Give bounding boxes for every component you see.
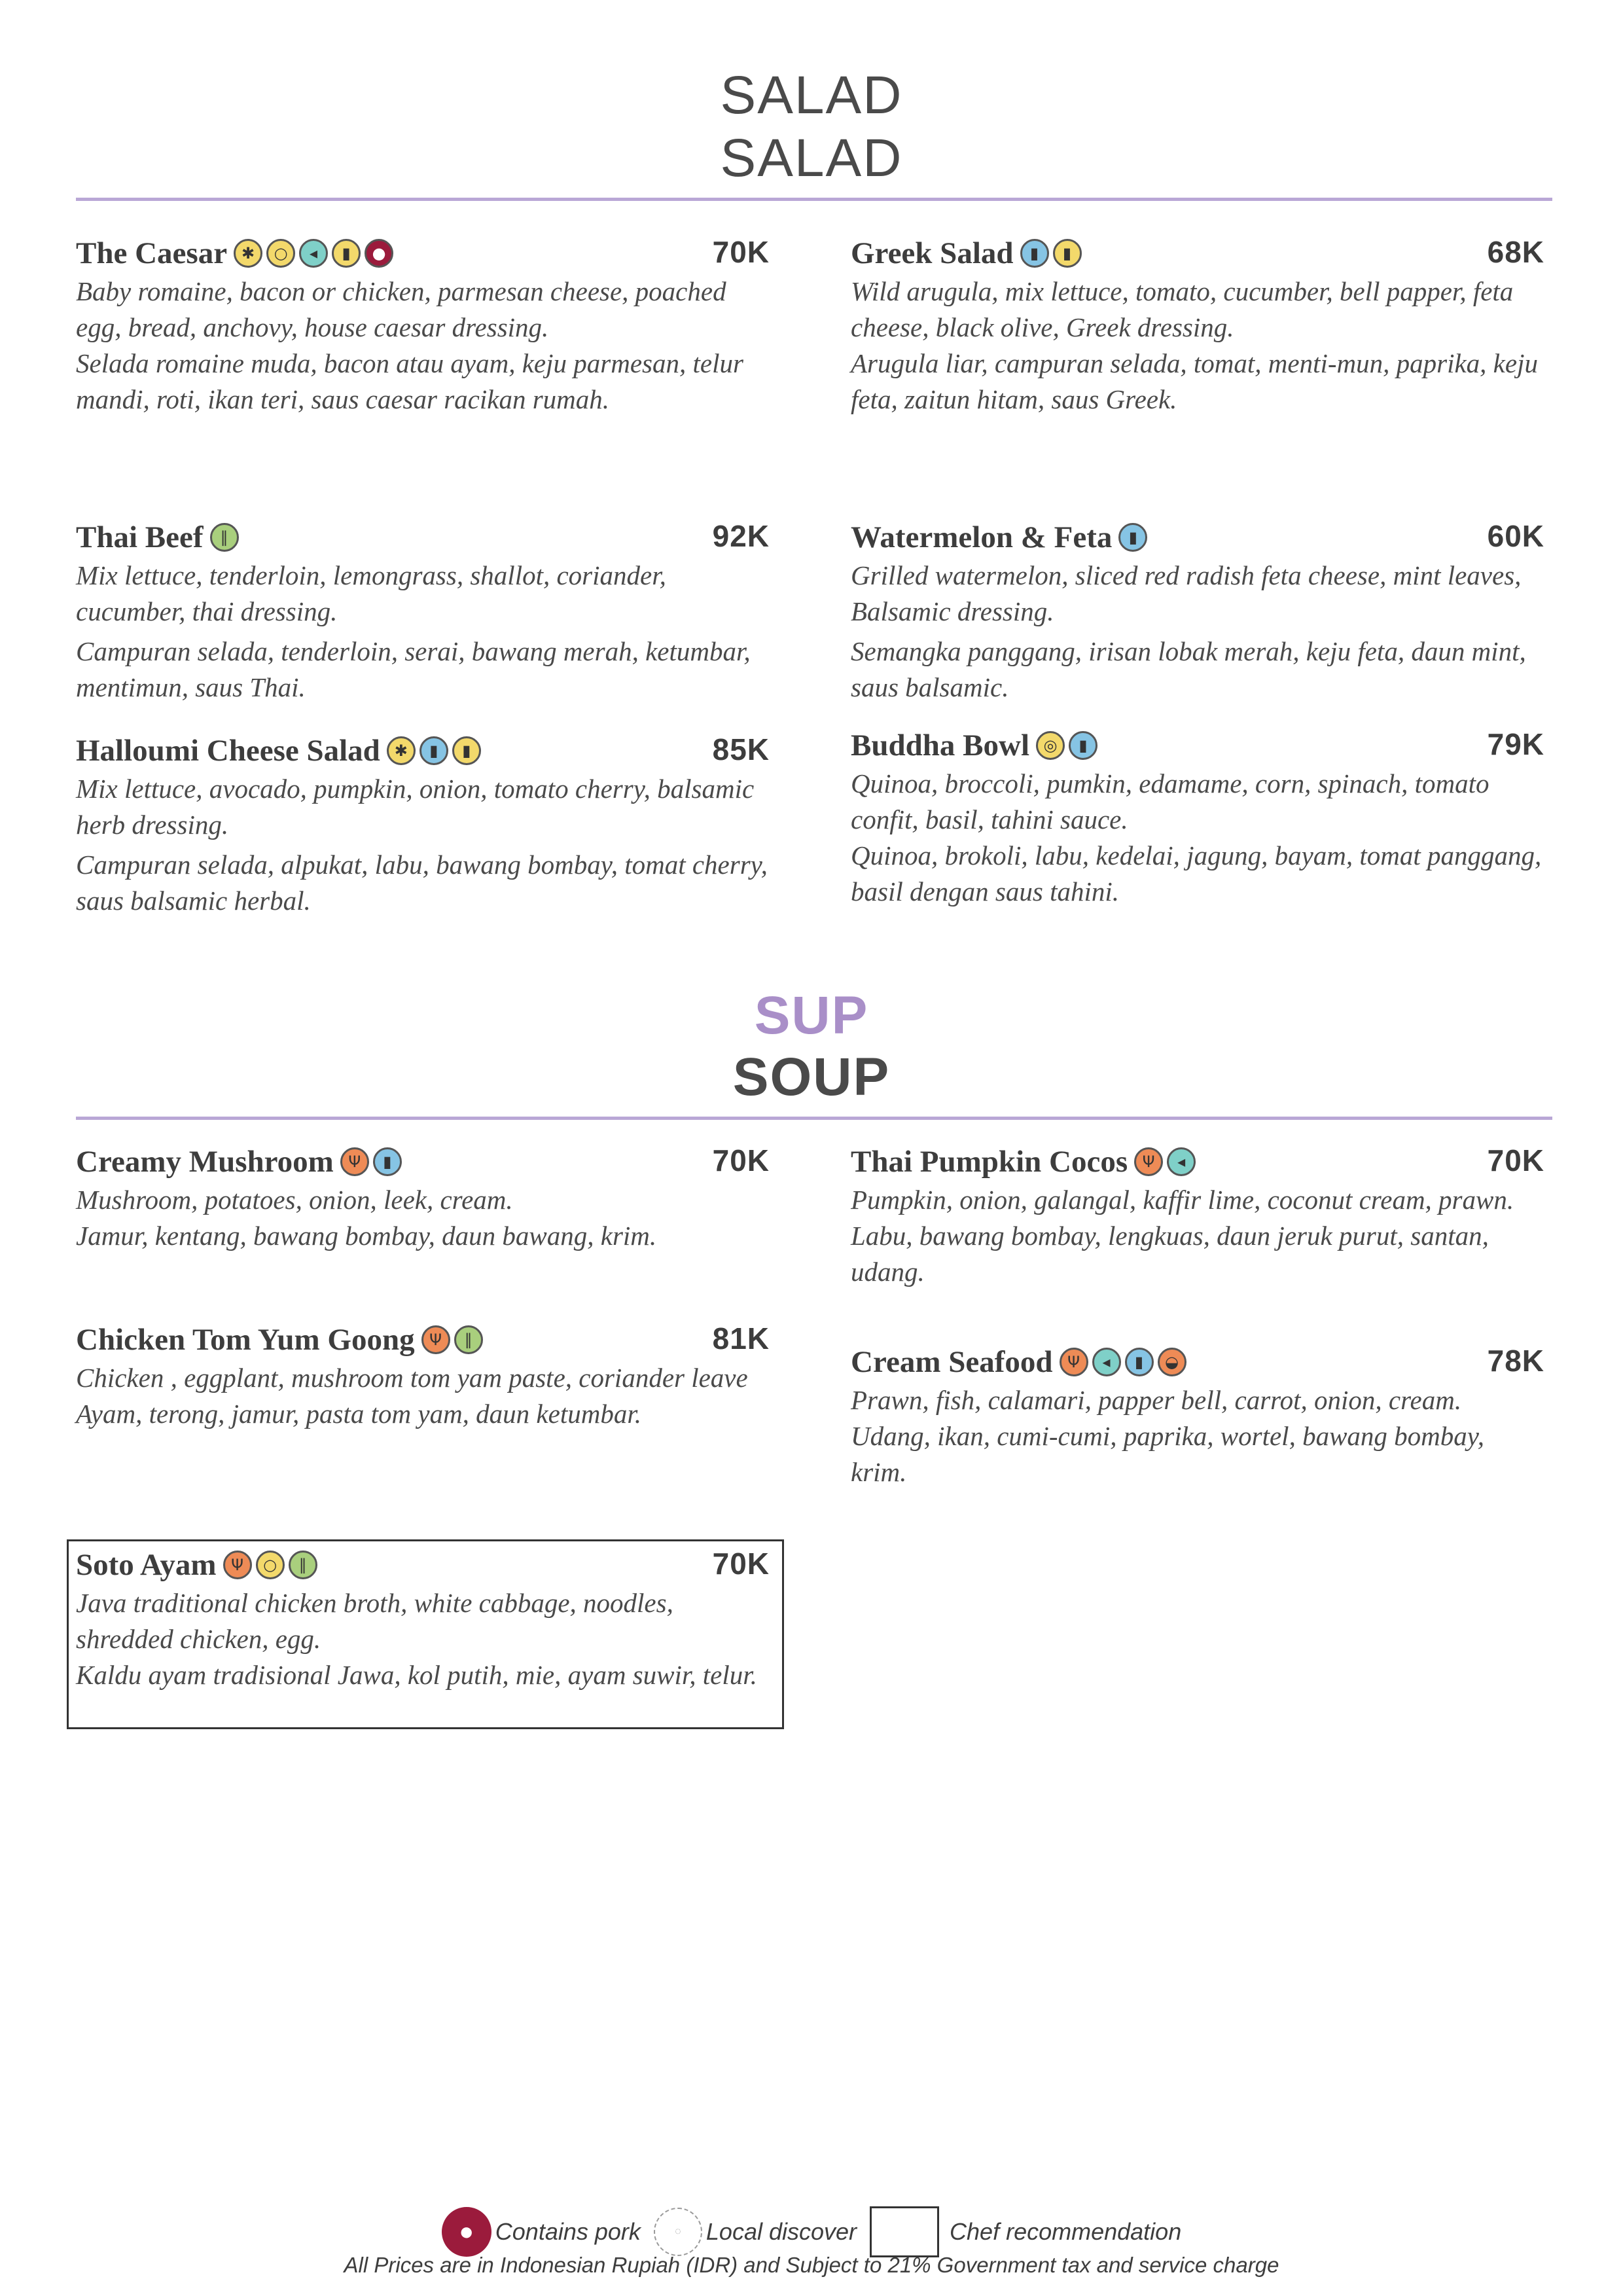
local-discover-icon: ◌ xyxy=(654,2208,702,2256)
milk-icon: ▮ xyxy=(452,736,481,765)
item-price: 70K xyxy=(712,1143,770,1177)
item-desc-id: Jamur, kentang, bawang bombay, daun bawang, krim. xyxy=(76,1221,657,1251)
item-desc-id: Selada romaine muda, bacon atau ayam, keju parmesan, telur mandi, roti, ikan teri, saus caesar racikan rumah. xyxy=(76,348,743,414)
item-price: 70K xyxy=(712,1547,770,1581)
legend-local-label: Local discover xyxy=(705,2218,857,2245)
item-price: 70K xyxy=(1487,1143,1544,1177)
item-desc-id: Labu, bawang bombay, lengkuas, daun jeruk purut, santan, udang. xyxy=(851,1221,1489,1287)
menu-item-thai-pumpkin-cocos xyxy=(851,1141,1544,1290)
item-desc-id: Kaldu ayam tradisional Jawa, kol putih, mie, ayam suwir, telur. xyxy=(76,1660,757,1690)
soup-divider xyxy=(76,1117,1552,1120)
item-desc-id: Campuran selada, alpukat, labu, bawang bombay, tomat cherry, saus balsamic herbal. xyxy=(76,850,768,916)
item-desc-en: Mix lettuce, avocado, pumpkin, onion, tomato cherry, balsamic herb dressing. xyxy=(76,774,755,840)
milk-icon: ▮ xyxy=(419,736,448,765)
item-desc-id: Arugula liar, campuran selada, tomat, menti-mun, paprika, keju feta, zaitun hitam, saus Greek. xyxy=(851,348,1538,414)
item-desc-id: Ayam, terong, jamur, pasta tom yam, daun ketumbar. xyxy=(76,1399,641,1429)
item-name: Creamy Mushroom xyxy=(76,1145,334,1179)
pork-icon: ● xyxy=(442,2207,491,2257)
fish-icon: ◂ xyxy=(1167,1147,1196,1176)
item-price: 68K xyxy=(1487,235,1544,269)
chef-recommendation-legend-box xyxy=(870,2206,939,2257)
menu-item-watermelon-feta xyxy=(851,517,1544,706)
menu-item-greek-salad xyxy=(851,233,1544,418)
menu-item-cream-seafood xyxy=(851,1342,1544,1490)
soup-title-local: SUP xyxy=(754,986,869,1045)
legend xyxy=(0,2204,1623,2259)
item-name: Chicken Tom Yum Goong xyxy=(76,1323,415,1357)
item-desc-en: Grilled watermelon, sliced red radish feta cheese, mint leaves, Balsamic dressing. xyxy=(851,560,1522,626)
item-name: Thai Beef xyxy=(76,520,204,554)
menu-item-thai-beef xyxy=(76,517,770,706)
item-desc-en: Wild arugula, mix lettuce, tomato, cucumber, bell papper, feta cheese, black olive, Greek dressing. xyxy=(851,276,1514,342)
item-desc-en: Prawn, fish, calamari, papper bell, carrot, onion, cream. xyxy=(851,1385,1462,1415)
menu-item-buddha-bowl xyxy=(851,725,1544,910)
pork-icon: ● xyxy=(365,239,393,268)
item-price: 79K xyxy=(1487,727,1544,761)
menu-item-the-caesar xyxy=(76,233,770,418)
legend-pork-label: Contains pork xyxy=(495,2218,641,2245)
crustacean-icon: Ψ xyxy=(1060,1348,1088,1376)
item-name: Soto Ayam xyxy=(76,1548,217,1582)
item-price: 85K xyxy=(712,732,770,766)
item-name: Halloumi Cheese Salad xyxy=(76,734,380,768)
item-name: The Caesar xyxy=(76,236,228,270)
item-desc-id: Udang, ikan, cumi-cumi, paprika, wortel, bawang bombay, krim. xyxy=(851,1421,1484,1487)
item-desc-id: Quinoa, brokoli, labu, kedelai, jagung, bayam, tomat panggang, basil dengan saus tahini. xyxy=(851,840,1542,906)
legend-chef-label: Chef recommendation xyxy=(950,2218,1182,2245)
item-price: 78K xyxy=(1487,1344,1544,1378)
item-price: 60K xyxy=(1487,519,1544,553)
crustacean-icon: Ψ xyxy=(223,1551,252,1579)
egg-icon: ○ xyxy=(256,1551,285,1579)
item-desc-en: Pumpkin, onion, galangal, kaffir lime, coconut cream, prawn. xyxy=(851,1185,1514,1215)
item-desc-en: Quinoa, broccoli, pumkin, edamame, corn, spinach, tomato confit, basil, tahini sauce. xyxy=(851,768,1489,834)
item-desc-id: Semangka panggang, irisan lobak merah, keju feta, daun mint, saus balsamic. xyxy=(851,636,1526,702)
menu-item-halloumi-cheese-salad xyxy=(76,730,770,919)
item-price: 81K xyxy=(712,1321,770,1355)
menu-item-creamy-mushroom xyxy=(76,1141,770,1254)
milk-icon: ▮ xyxy=(1069,731,1097,760)
item-name: Buddha Bowl xyxy=(851,728,1030,762)
milk-icon: ▮ xyxy=(332,239,361,268)
item-desc-en: Java traditional chicken broth, white cabbage, noodles, shredded chicken, egg. xyxy=(76,1588,673,1654)
item-name: Watermelon & Feta xyxy=(851,520,1113,554)
item-name: Greek Salad xyxy=(851,236,1014,270)
price-note: All Prices are in Indonesian Rupiah (IDR) and Subject to 21% Government tax and service charge xyxy=(344,2253,1279,2277)
milk-icon: ▮ xyxy=(1020,239,1049,268)
milk-icon: ▮ xyxy=(373,1147,402,1176)
item-price: 70K xyxy=(712,235,770,269)
salad-title-local: SALAD xyxy=(720,65,903,125)
milk-icon: ▮ xyxy=(1118,523,1147,552)
item-name: Cream Seafood xyxy=(851,1345,1053,1379)
fish-icon: ◂ xyxy=(299,239,328,268)
celery-icon: ∥ xyxy=(210,523,239,552)
salad-divider xyxy=(76,198,1552,201)
item-desc-en: Mushroom, potatoes, onion, leek, cream. xyxy=(76,1185,513,1215)
milk-icon: ▮ xyxy=(1125,1348,1154,1376)
fish-icon: ◂ xyxy=(1092,1348,1121,1376)
menu-item-chicken-tom-yum-goong xyxy=(76,1319,770,1432)
mollusc-icon: ◒ xyxy=(1158,1348,1186,1376)
wheat-icon: ✱ xyxy=(234,239,262,268)
wheat-icon: ✱ xyxy=(387,736,416,765)
item-desc-en: Mix lettuce, tenderloin, lemongrass, shallot, coriander, cucumber, thai dressing. xyxy=(76,560,666,626)
item-desc-en: Chicken , eggplant, mushroom tom yam paste, coriander leave xyxy=(76,1363,748,1393)
item-price: 92K xyxy=(712,519,770,553)
milk-icon: ▮ xyxy=(1053,239,1082,268)
crustacean-icon: Ψ xyxy=(421,1325,450,1354)
soy-icon: ◎ xyxy=(1036,731,1065,760)
item-desc-en: Baby romaine, bacon or chicken, parmesan cheese, poached egg, bread, anchovy, house caesar dressing. xyxy=(76,276,726,342)
egg-icon: ○ xyxy=(266,239,295,268)
celery-icon: ∥ xyxy=(454,1325,483,1354)
celery-icon: ∥ xyxy=(289,1551,317,1579)
menu-item-soto-ayam xyxy=(76,1545,770,1693)
salad-title-en: SALAD xyxy=(720,128,903,188)
crustacean-icon: Ψ xyxy=(1134,1147,1163,1176)
item-desc-id: Campuran selada, tenderloin, serai, bawang merah, ketumbar, mentimun, saus Thai. xyxy=(76,636,751,702)
soup-title-en: SOUP xyxy=(732,1047,891,1107)
item-name: Thai Pumpkin Cocos xyxy=(851,1145,1128,1179)
crustacean-icon: Ψ xyxy=(340,1147,369,1176)
